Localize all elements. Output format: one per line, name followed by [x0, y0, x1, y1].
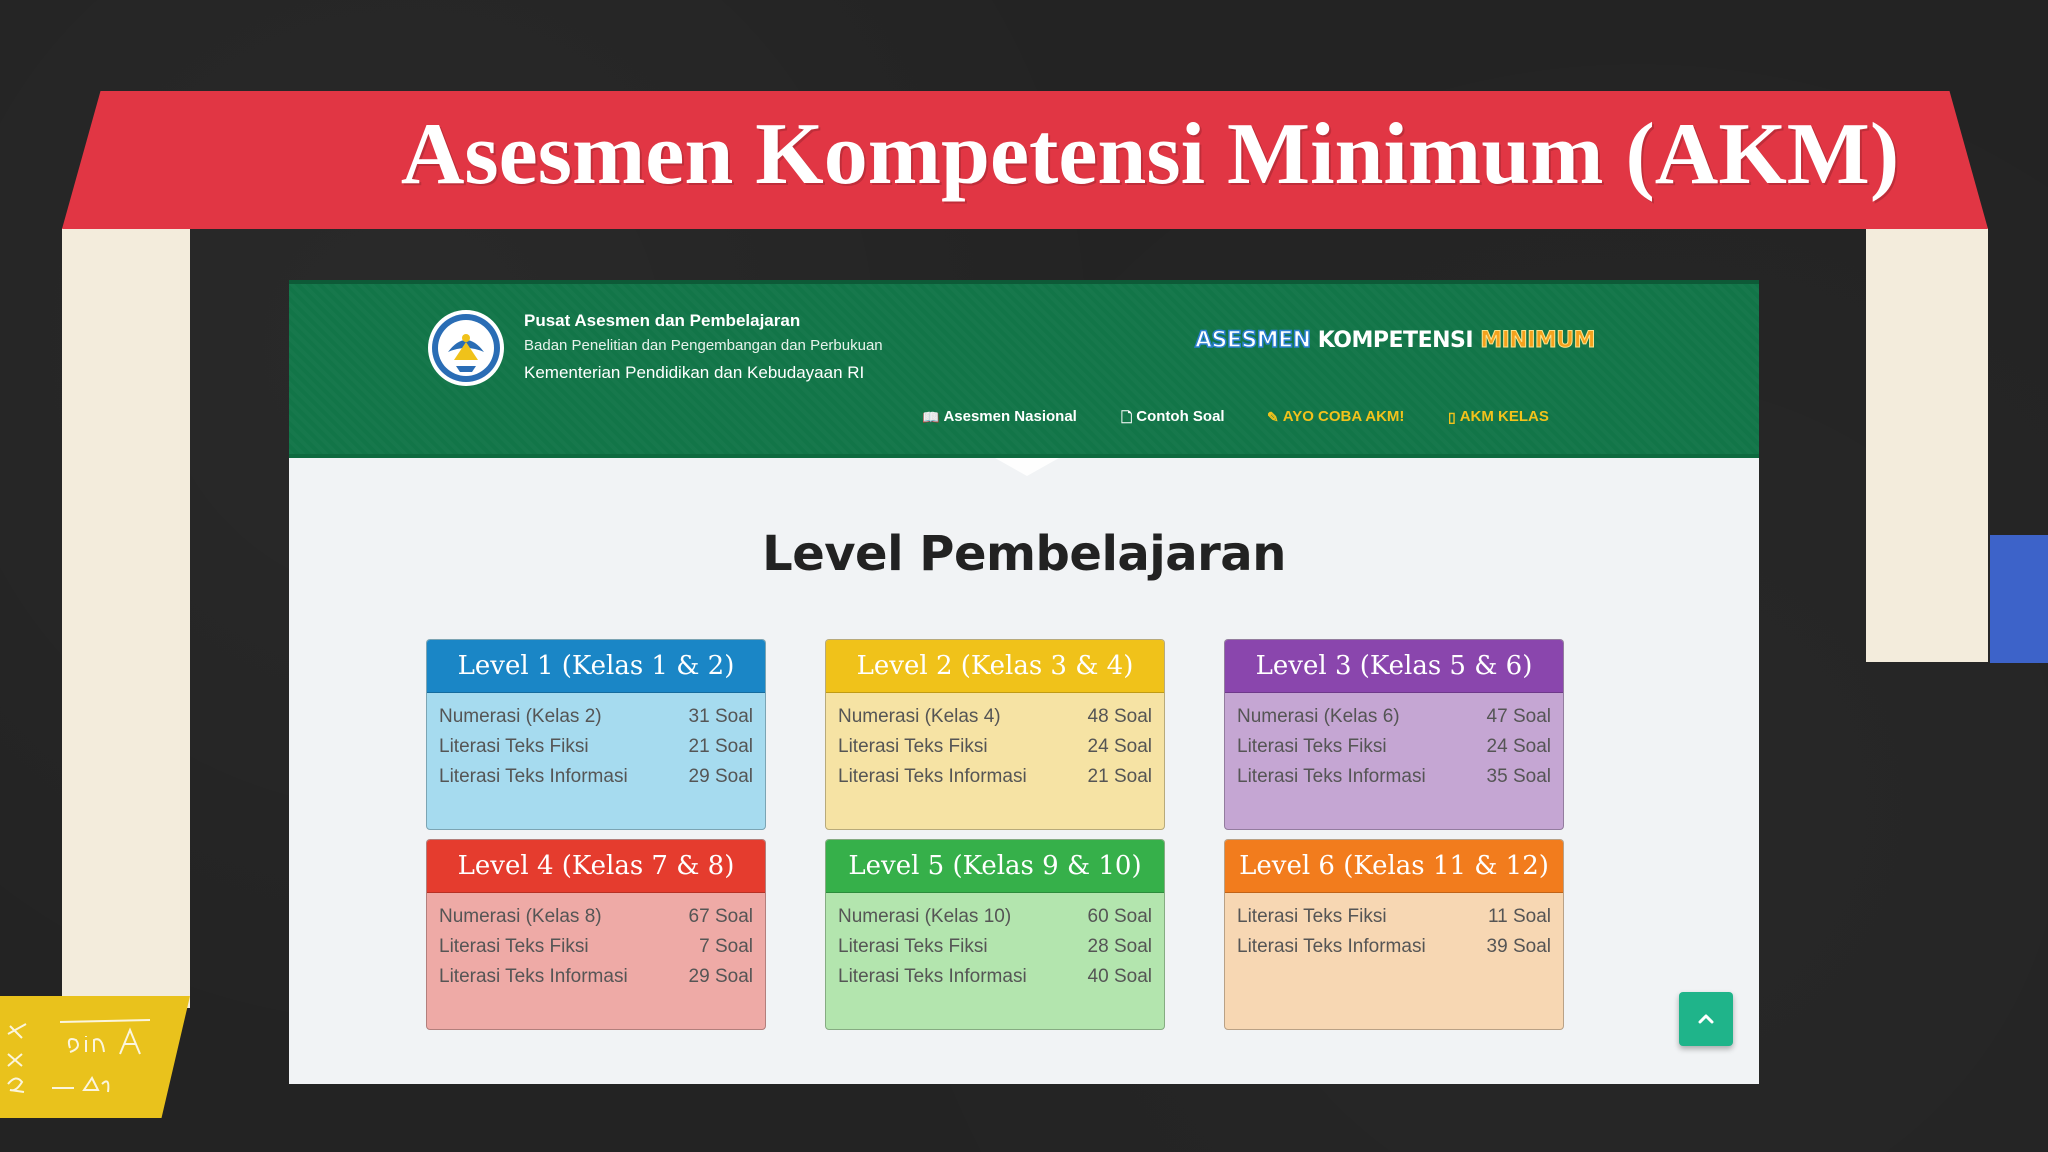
- list-item[interactable]: [1237, 702, 1551, 732]
- nav-label: Asesmen Nasional: [943, 408, 1077, 425]
- item-count: 60 Soal: [1087, 906, 1152, 927]
- item-count: 29 Soal: [688, 766, 753, 787]
- section-title: Level Pembelajaran: [762, 526, 1286, 582]
- nav-label: Contoh Soal: [1136, 408, 1225, 425]
- level-card-body: [826, 893, 1164, 992]
- brand-word-2: KOMPETENSI: [1317, 328, 1474, 353]
- level-card-title: Level 2 (Kelas 3 & 4): [826, 640, 1164, 693]
- list-item[interactable]: [439, 932, 753, 962]
- item-count: 35 Soal: [1486, 766, 1551, 787]
- level-card-body: [427, 693, 765, 792]
- item-count: 21 Soal: [688, 736, 753, 757]
- slide-frame-right: [1866, 228, 1988, 662]
- brand-word-3: MINIMUM: [1480, 328, 1596, 353]
- file-icon: 🗋: [1121, 409, 1133, 425]
- mobile-icon: ▯: [1448, 409, 1456, 425]
- list-item[interactable]: [439, 962, 753, 992]
- level-card-body: [826, 693, 1164, 792]
- site-header: [289, 280, 1759, 458]
- item-count: 24 Soal: [1087, 736, 1152, 757]
- level-card-5[interactable]: [825, 839, 1165, 1030]
- list-item[interactable]: [1237, 732, 1551, 762]
- org-name: Pusat Asesmen dan Pembelajaran: [524, 311, 801, 330]
- chevron-up-icon: [1695, 1008, 1717, 1030]
- item-count: 24 Soal: [1486, 736, 1551, 757]
- header-notch: [995, 458, 1059, 476]
- item-count: 21 Soal: [1087, 766, 1152, 787]
- item-count: 39 Soal: [1486, 936, 1551, 957]
- item-name: Literasi Teks Fiksi: [1237, 736, 1387, 757]
- item-count: 40 Soal: [1087, 966, 1152, 987]
- item-count: 47 Soal: [1486, 706, 1551, 727]
- level-card-title: Level 6 (Kelas 11 & 12): [1225, 840, 1563, 893]
- item-name: Numerasi (Kelas 6): [1237, 706, 1400, 727]
- main-nav: [289, 402, 1759, 432]
- pencil-icon: ✎: [1267, 409, 1279, 425]
- list-item[interactable]: [838, 902, 1152, 932]
- item-name: Literasi Teks Informasi: [838, 966, 1027, 987]
- item-count: 7 Soal: [699, 936, 753, 957]
- item-name: Literasi Teks Fiksi: [439, 936, 589, 957]
- item-name: Literasi Teks Informasi: [1237, 766, 1426, 787]
- book-icon: 📖: [922, 409, 940, 425]
- level-card-6[interactable]: [1224, 839, 1564, 1030]
- nav-ayo-coba-akm[interactable]: [1267, 402, 1404, 432]
- slide-accent-blue: [1990, 535, 2048, 663]
- list-item[interactable]: [439, 732, 753, 762]
- akm-brand-logo[interactable]: [1195, 328, 1595, 353]
- website-screenshot: [289, 280, 1759, 1084]
- nav-label: AYO COBA AKM!: [1282, 408, 1405, 425]
- list-item[interactable]: [1237, 762, 1551, 792]
- list-item[interactable]: [1237, 932, 1551, 962]
- list-item[interactable]: [439, 902, 753, 932]
- level-card-1[interactable]: [426, 639, 766, 830]
- level-card-body: [427, 893, 765, 992]
- item-name: Literasi Teks Fiksi: [1237, 906, 1387, 927]
- item-name: Literasi Teks Informasi: [439, 966, 628, 987]
- level-card-body: [1225, 693, 1563, 792]
- org-subtitle: Badan Penelitian dan Pengembangan dan Perbukuan: [524, 337, 883, 354]
- item-name: Numerasi (Kelas 4): [838, 706, 1001, 727]
- level-card-title: Level 1 (Kelas 1 & 2): [427, 640, 765, 693]
- item-name: Literasi Teks Informasi: [439, 766, 628, 787]
- item-name: Numerasi (Kelas 2): [439, 706, 602, 727]
- level-card-body: [1225, 893, 1563, 962]
- item-name: Literasi Teks Informasi: [1237, 936, 1426, 957]
- list-item[interactable]: [838, 962, 1152, 992]
- nav-asesmen-nasional[interactable]: [922, 402, 1077, 432]
- level-card-2[interactable]: [825, 639, 1165, 830]
- level-card-3[interactable]: [1224, 639, 1564, 830]
- brand-word-1: ASESMEN: [1195, 328, 1311, 353]
- slide-frame-left: [62, 228, 190, 1008]
- item-name: Literasi Teks Fiksi: [838, 936, 988, 957]
- tut-wuri-handayani-logo: [426, 308, 506, 388]
- list-item[interactable]: [838, 702, 1152, 732]
- item-count: 28 Soal: [1087, 936, 1152, 957]
- item-name: Literasi Teks Fiksi: [439, 736, 589, 757]
- level-card-title: Level 4 (Kelas 7 & 8): [427, 840, 765, 893]
- list-item[interactable]: [838, 932, 1152, 962]
- item-name: Numerasi (Kelas 8): [439, 906, 602, 927]
- item-count: 29 Soal: [688, 966, 753, 987]
- nav-label: AKM KELAS: [1459, 408, 1549, 425]
- item-count: 11 Soal: [1487, 906, 1551, 927]
- list-item[interactable]: [838, 762, 1152, 792]
- level-card-4[interactable]: [426, 839, 766, 1030]
- item-name: Literasi Teks Fiksi: [838, 736, 988, 757]
- nav-contoh-soal[interactable]: [1121, 402, 1225, 432]
- list-item[interactable]: [439, 702, 753, 732]
- level-card-title: Level 3 (Kelas 5 & 6): [1225, 640, 1563, 693]
- item-count: 67 Soal: [688, 906, 753, 927]
- scroll-to-top-button[interactable]: [1679, 992, 1733, 1046]
- nav-akm-kelas[interactable]: [1448, 402, 1549, 432]
- list-item[interactable]: [1237, 902, 1551, 932]
- list-item[interactable]: [838, 732, 1152, 762]
- math-doodle-icon: [0, 996, 190, 1118]
- item-name: Literasi Teks Informasi: [838, 766, 1027, 787]
- ministry-name: Kementerian Pendidikan dan Kebudayaan RI: [524, 363, 865, 382]
- level-card-title: Level 5 (Kelas 9 & 10): [826, 840, 1164, 893]
- item-count: 48 Soal: [1087, 706, 1152, 727]
- item-name: Numerasi (Kelas 10): [838, 906, 1012, 927]
- item-count: 31 Soal: [688, 706, 753, 727]
- slide-title: Asesmen Kompetensi Minimum (AKM): [400, 106, 1900, 203]
- list-item[interactable]: [439, 762, 753, 792]
